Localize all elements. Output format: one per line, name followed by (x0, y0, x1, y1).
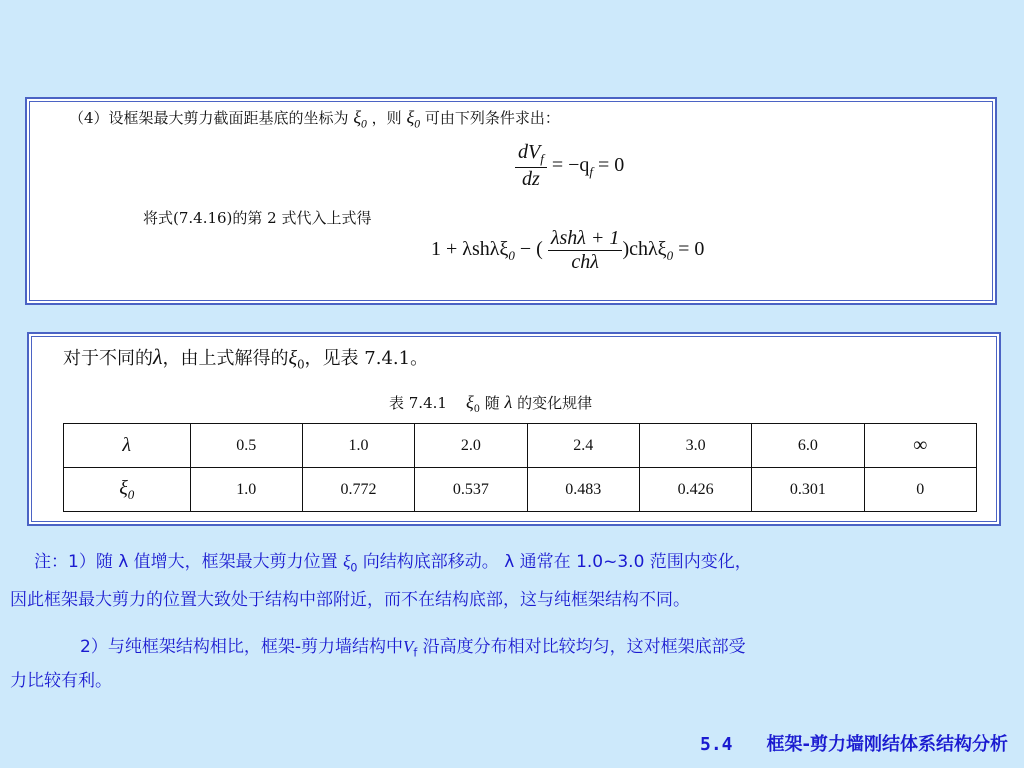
table-cell: 1.0 (302, 424, 414, 468)
table-cell: 2.4 (527, 424, 639, 468)
condition-prefix: （4）设框架最大剪力截面距基底的坐标为 (69, 109, 349, 127)
condition-text (69, 107, 560, 131)
table-row-lambda (64, 424, 977, 468)
section-title: 框架-剪力墙刚结体系结构分析 (766, 734, 1008, 755)
condition-suffix: 可由下列条件求出： (424, 109, 560, 127)
section-footer (700, 730, 1008, 756)
table-cell: 0.426 (639, 468, 751, 512)
substitution-text: 将式(7.4.16)的第 2 式代入上式得 (143, 209, 372, 227)
table-cell: 0.301 (752, 468, 864, 512)
equation-xi0: 1 + λshλξ$_0$ − ( $\frac{\text{λshλ + 1}}{\text{chλ}}$ )chλξ$_0$ = 0 (431, 227, 705, 273)
row-head-lambda: λ (64, 424, 191, 468)
equation-fraction: $\frac{\text{λshλ + 1}}{\text{chλ}}$ (548, 227, 623, 274)
table-cell: 0.537 (415, 468, 527, 512)
table-cell: 0.5 (190, 424, 302, 468)
table-caption: 表 7.4.1 $\xi_0$ 随 λ 的变化规律 (389, 392, 593, 415)
table-cell: 0.772 (302, 468, 414, 512)
table-cell: 0 (864, 468, 976, 512)
equation-rhs: = −q (551, 153, 590, 176)
derivative-fraction: $\frac{dV_f}{dz}$ (515, 141, 547, 191)
table-row-xi (64, 468, 977, 512)
condition-mid: ，则 (371, 109, 402, 127)
xi-symbol-2: $\xi_0$ (406, 107, 421, 131)
note-1-line-1: 注：1）随 λ 值增大，框架最大剪力位置 $\xi_0$ 向结构底部移动。 λ 通常在 1.0~3.0 范围内变化， (34, 552, 752, 575)
table-cell: 6.0 (752, 424, 864, 468)
table-intro: 对于不同的λ，由上式解得的$\xi_0$，见表 7.4.1。 (63, 344, 429, 372)
table-panel (27, 332, 1001, 526)
table-cell: 1.0 (190, 468, 302, 512)
equation-derivative: $\frac{dV_f}{dz}$ = $-q_f = 0$ (515, 141, 624, 191)
note-2-line-1: 2）与纯框架结构相比，框架-剪力墙结构中$V_f$ 沿高度分布相对比较均匀，这对框架底部受 (80, 637, 746, 660)
table-cell: ∞ (864, 424, 976, 468)
table-cell: 0.483 (527, 468, 639, 512)
formula-panel (25, 97, 997, 305)
table-cell: 3.0 (639, 424, 751, 468)
table-cell: 2.0 (415, 424, 527, 468)
note-1-line-2: 因此框架最大剪力的位置大致处于结构中部附近，而不在结构底部，这与纯框架结构不同。 (10, 590, 690, 610)
row-head-xi: $\xi_0$ (64, 468, 191, 512)
xi-symbol: $\xi_0$ (353, 107, 367, 131)
note-2-line-2: 力比较有利。 (10, 671, 112, 691)
lambda-xi-table (63, 423, 977, 512)
section-number: 5.4 (700, 734, 733, 755)
